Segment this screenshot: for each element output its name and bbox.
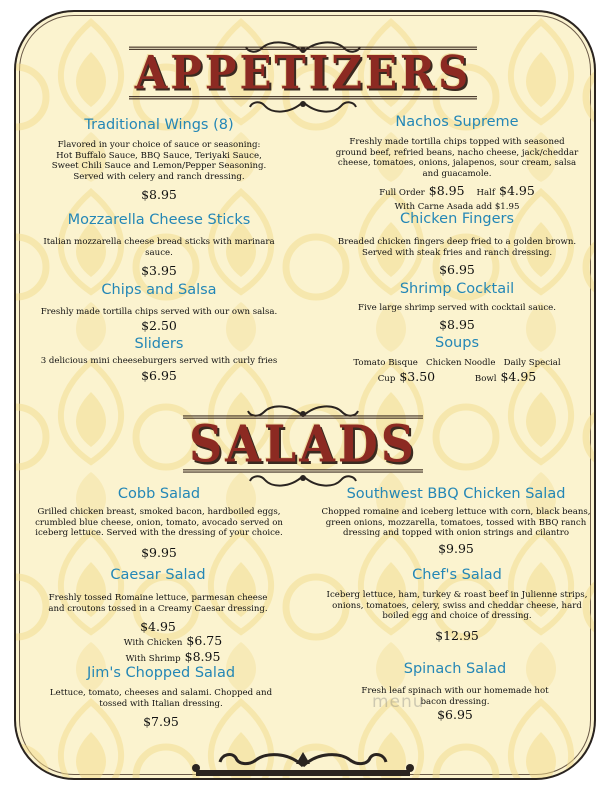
item-price: $7.95 xyxy=(143,714,179,729)
bowl-price: $4.95 xyxy=(500,369,537,384)
item-price: $9.95 xyxy=(438,540,474,556)
item-description: Chopped romaine and iceberg lettuce with corn, black beans, green onions, mozzarella, tomatoes, tossed with BBQ ranch dressing and topped with onion strings and cilantro xyxy=(321,507,591,538)
bowl-label: Bowl xyxy=(474,374,497,384)
item-name: Shrimp Cocktail xyxy=(399,281,515,297)
item-name: Soups xyxy=(434,335,480,351)
item-description: 3 delicious mini cheeseburgers served with curly fries xyxy=(40,356,278,366)
menu-item-traditional-wings xyxy=(50,116,268,202)
item-name: Cobb Salad xyxy=(117,486,201,502)
item-name: Chips and Salsa xyxy=(101,282,217,298)
item-description: Flavored in your choice of sauce or seasoning: Hot Buffalo Sauce, BBQ Sauce, Teriyaki Sauce, Sweet Chili Sauce and Lemon/Pepper Seasoning. Served with celery and ranch dressing. xyxy=(51,140,267,182)
item-price: $4.95 xyxy=(140,619,176,634)
item-name: Caesar Salad xyxy=(110,567,206,583)
cup-label: Cup xyxy=(377,374,396,384)
item-price: $6.95 xyxy=(141,367,177,383)
item-name: Jim's Chopped Salad xyxy=(86,665,236,681)
menu-item-mozzarella-sticks xyxy=(40,211,278,278)
menu-item-chips-and-salsa xyxy=(40,281,278,333)
item-description: Grilled chicken breast, smoked bacon, hardboiled eggs, crumbled blue cheese, onion, tomato, avocado served on iceberg lettuce. Served with the dressing of your choice. xyxy=(35,507,283,538)
item-price: $6.95 xyxy=(439,262,475,277)
item-description: Breaded chicken fingers deep fried to a golden brown. Served with steak fries and ranch dressing. xyxy=(337,237,577,258)
salads-heading: SALADS xyxy=(0,417,606,471)
menu-item-soups xyxy=(334,334,580,386)
item-price: $8.95 xyxy=(141,187,177,202)
with-shrimp-label: With Shrimp xyxy=(125,654,181,664)
item-name: Chicken Fingers xyxy=(399,211,515,227)
half-label: Half xyxy=(476,188,496,198)
item-description: Freshly tossed Romaine lettuce, parmesan cheese and croutons tossed in a Creamy Caesar dressing. xyxy=(48,593,268,614)
with-chicken-row xyxy=(70,634,276,650)
with-chicken-price: $6.75 xyxy=(186,633,223,648)
item-name: Spinach Salad xyxy=(403,661,507,677)
menu-item-southwest-bbq-salad xyxy=(318,485,594,556)
menu-item-nachos-supreme xyxy=(334,113,580,213)
item-price: $3.95 xyxy=(141,263,177,278)
cup-price: $3.50 xyxy=(399,369,436,384)
item-price: $6.95 xyxy=(437,707,473,722)
nachos-price-row xyxy=(334,184,580,200)
menu-item-sliders xyxy=(40,335,278,383)
menu-item-chicken-fingers xyxy=(334,210,580,277)
soup-options: Tomato Bisque Chicken Noodle Daily Special xyxy=(353,358,561,368)
item-price: $2.50 xyxy=(141,317,177,333)
item-name: Sliders xyxy=(134,336,184,352)
full-order-label: Full Order xyxy=(379,188,425,198)
item-description: Lettuce, tomato, cheeses and salami. Chopped and tossed with Italian dressing. xyxy=(49,688,273,709)
half-price: $4.95 xyxy=(499,183,535,198)
item-description: Fresh leaf spinach with our homemade hot bacon dressing. xyxy=(361,686,549,707)
item-name: Southwest BBQ Chicken Salad xyxy=(346,486,566,502)
full-order-price: $8.95 xyxy=(428,183,465,198)
item-name: Mozzarella Cheese Sticks xyxy=(67,212,251,228)
soup-price-row xyxy=(334,370,580,386)
appetizers-heading: APPETIZERS xyxy=(0,48,606,97)
item-price: $8.95 xyxy=(439,316,475,332)
item-name: Traditional Wings (8) xyxy=(84,117,234,133)
menu-item-caesar-salad xyxy=(40,566,276,666)
item-price: $9.95 xyxy=(141,544,177,560)
menu-item-cobb-salad xyxy=(28,485,290,560)
with-chicken-label: With Chicken xyxy=(123,638,183,648)
item-name: Nachos Supreme xyxy=(395,114,519,130)
watermark: menu xyxy=(372,692,425,712)
item-description: Freshly made tortilla chips served with our own salsa. xyxy=(40,307,278,317)
carne-asada-addon: With Carne Asada add $1.95 xyxy=(394,202,520,212)
item-description: Italian mozzarella cheese bread sticks with marinara sauce. xyxy=(43,237,275,258)
item-price: $12.95 xyxy=(435,627,479,643)
menu-item-jims-chopped-salad xyxy=(48,664,274,729)
menu-item-chefs-salad xyxy=(322,566,592,643)
item-description: Freshly made tortilla chips topped with seasoned ground beef, refried beans, nacho cheese, jack/cheddar cheese, tomatoes, onions, jalapenos, sour cream, salsa and guacamole. xyxy=(335,137,579,179)
bottom-scroll-ornament xyxy=(0,748,606,776)
with-shrimp-price: $8.95 xyxy=(184,649,221,664)
item-description: Iceberg lettuce, ham, turkey & roast beef in Julienne strips, onions, tomatoes, celery, swiss and cheddar cheese, hard boiled egg and choice of dressing. xyxy=(326,590,588,621)
item-name: Chef's Salad xyxy=(412,567,502,583)
item-description: Five large shrimp served with cocktail sauce. xyxy=(358,303,556,313)
menu-item-shrimp-cocktail xyxy=(334,280,580,332)
menu-item-spinach-salad xyxy=(350,660,560,722)
